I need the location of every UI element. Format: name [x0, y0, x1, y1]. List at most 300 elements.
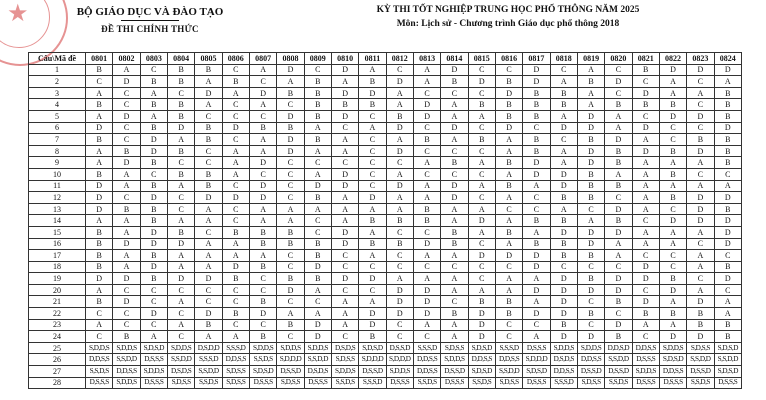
answer-cell: C	[714, 168, 741, 180]
answer-cell: B	[714, 203, 741, 215]
answer-cell: S,D,S,S	[441, 342, 468, 354]
answer-cell: C	[632, 76, 659, 88]
answer-cell: D,S,S,S	[441, 377, 468, 389]
answer-cell: A	[386, 134, 413, 146]
answer-cell: B	[113, 203, 140, 215]
answer-cell: D	[577, 145, 604, 157]
answer-cell: B	[441, 238, 468, 250]
exam-code-header: 0804	[167, 53, 194, 65]
answer-cell: S,D,D,S	[632, 366, 659, 378]
answer-cell: B	[304, 76, 331, 88]
answer-cell: D	[359, 319, 386, 331]
answer-cell: C	[359, 284, 386, 296]
question-number-cell: 8	[29, 145, 86, 157]
answer-cell: A	[632, 203, 659, 215]
answer-cell: C	[86, 308, 113, 320]
question-number-cell: 6	[29, 122, 86, 134]
answer-cell: C	[222, 284, 249, 296]
answer-cell: A	[577, 64, 604, 76]
answer-cell: B	[659, 145, 686, 157]
table-row	[29, 366, 742, 378]
answer-cell: B	[413, 134, 440, 146]
exam-code-header: 0818	[550, 53, 577, 65]
answer-cell: A	[331, 319, 358, 331]
answer-cell: A	[140, 110, 167, 122]
answer-cell: B	[550, 99, 577, 111]
answer-cell: C	[359, 134, 386, 146]
exam-code-header: 0824	[714, 53, 741, 65]
answer-cell: B	[577, 308, 604, 320]
answer-cell: B	[605, 296, 632, 308]
answer-cell: C	[468, 64, 495, 76]
answer-cell: C	[304, 296, 331, 308]
answer-cell: C	[632, 110, 659, 122]
answer-cell: D	[195, 273, 222, 285]
answer-cell: A	[659, 87, 686, 99]
answer-cell: D,D,S,S	[550, 366, 577, 378]
answer-cell: D	[714, 215, 741, 227]
answer-cell: S,S,S,D	[222, 342, 249, 354]
answer-cell: A	[687, 250, 714, 262]
answer-cell: S,D,D,S	[167, 342, 194, 354]
answer-cell: S,S,D,D	[195, 366, 222, 378]
answer-cell: A	[441, 331, 468, 343]
answer-cell: A	[468, 226, 495, 238]
answer-cell: D	[714, 226, 741, 238]
answer-cell: C	[113, 284, 140, 296]
answer-cell: B	[304, 87, 331, 99]
answer-cell: D	[86, 273, 113, 285]
answer-cell: B	[167, 226, 194, 238]
answer-cell: D	[632, 273, 659, 285]
exam-code-header: 0817	[523, 53, 550, 65]
answer-cell: S,D,S,D	[140, 342, 167, 354]
answer-cell: C	[523, 319, 550, 331]
exam-type: ĐỀ THI CHÍNH THỨC	[101, 24, 199, 34]
answer-cell: D	[386, 145, 413, 157]
answer-cell: A	[687, 180, 714, 192]
question-number-cell: 12	[29, 192, 86, 204]
answer-cell: B	[687, 134, 714, 146]
answer-cell: C	[249, 273, 276, 285]
answer-cell: D	[222, 261, 249, 273]
answer-cell: B	[140, 76, 167, 88]
answer-cell: C	[167, 284, 194, 296]
answer-cell: S,D,D,S	[386, 366, 413, 378]
answer-cell: B	[167, 99, 194, 111]
answer-cell: D	[359, 273, 386, 285]
answer-cell: D	[441, 180, 468, 192]
answer-cell: A	[468, 180, 495, 192]
answer-cell: D	[277, 64, 304, 76]
answer-cell: D	[86, 192, 113, 204]
answer-cell: D	[386, 284, 413, 296]
answer-cell: A	[195, 215, 222, 227]
answer-cell: S,D,D,S	[86, 342, 113, 354]
answer-cell: D	[86, 122, 113, 134]
answer-cell: C	[523, 122, 550, 134]
answer-cell: A	[413, 157, 440, 169]
answer-cell: C	[277, 180, 304, 192]
answer-cell: B	[86, 296, 113, 308]
answer-cell: A	[277, 308, 304, 320]
question-number-cell: 21	[29, 296, 86, 308]
answer-cell: C	[495, 203, 522, 215]
answer-cell: A	[195, 250, 222, 262]
table-row	[29, 110, 742, 122]
answer-cell: B	[413, 215, 440, 227]
answer-cell: A	[304, 122, 331, 134]
answer-cell: D	[523, 76, 550, 88]
answer-cell: D	[605, 203, 632, 215]
answer-cell: A	[413, 250, 440, 262]
answer-cell: C	[523, 192, 550, 204]
answer-cell: A	[113, 250, 140, 262]
answer-cell: C	[222, 180, 249, 192]
answer-cell: B	[304, 250, 331, 262]
answer-cell: B	[222, 273, 249, 285]
answer-cell: S,D,S,D	[468, 366, 495, 378]
answer-cell: B	[523, 87, 550, 99]
answer-cell: A	[441, 134, 468, 146]
answer-cell: C	[632, 250, 659, 262]
answer-cell: D	[550, 273, 577, 285]
answer-cell: D	[523, 157, 550, 169]
answer-cell: A	[195, 238, 222, 250]
answer-cell: S,S,S,D	[359, 377, 386, 389]
exam-code-header: 0814	[441, 53, 468, 65]
answer-cell: C	[468, 145, 495, 157]
answer-cell: C	[687, 76, 714, 88]
answer-cell: C	[304, 157, 331, 169]
answer-cell: S,S,D,D	[304, 354, 331, 366]
answer-cell: B	[577, 168, 604, 180]
answer-cell: B	[550, 215, 577, 227]
exam-code-header: 0822	[659, 53, 686, 65]
answer-cell: C	[195, 157, 222, 169]
answer-cell: B	[140, 180, 167, 192]
answer-cell: B	[495, 157, 522, 169]
answer-cell: A	[113, 226, 140, 238]
answer-cell: B	[659, 192, 686, 204]
answer-cell: A	[249, 215, 276, 227]
answer-cell: D	[249, 157, 276, 169]
answer-cell: C	[386, 157, 413, 169]
table-header-row	[29, 53, 742, 65]
answer-cell: D	[386, 76, 413, 88]
answer-cell: D	[331, 226, 358, 238]
answer-cell: C	[413, 87, 440, 99]
answer-cell: D	[167, 273, 194, 285]
answer-cell: C	[523, 203, 550, 215]
answer-cell: C	[687, 273, 714, 285]
answer-cell: C	[605, 261, 632, 273]
answer-cell: B	[277, 273, 304, 285]
answer-cell: A	[550, 76, 577, 88]
answer-cell: D	[659, 331, 686, 343]
answer-cell: B	[523, 145, 550, 157]
answer-cell: A	[304, 145, 331, 157]
answer-cell: A	[605, 122, 632, 134]
answer-cell: B	[113, 331, 140, 343]
answer-cell: B	[140, 122, 167, 134]
answer-cell: D,S,S,D	[687, 366, 714, 378]
table-row	[29, 203, 742, 215]
question-number-cell: 7	[29, 134, 86, 146]
answer-cell: C	[605, 192, 632, 204]
table-row	[29, 157, 742, 169]
answer-cell: D	[140, 134, 167, 146]
answer-cell: D	[167, 122, 194, 134]
answer-cell: C	[222, 296, 249, 308]
table-row	[29, 87, 742, 99]
answer-cell: A	[495, 238, 522, 250]
answer-cell: A	[523, 296, 550, 308]
answer-cell: A	[86, 284, 113, 296]
answer-cell: A	[495, 134, 522, 146]
answer-cell: C	[86, 331, 113, 343]
exam-code-header: 0806	[222, 53, 249, 65]
table-row	[29, 273, 742, 285]
answer-cell: D	[577, 110, 604, 122]
answer-cell: D,S,D,S	[550, 354, 577, 366]
answer-cell: C	[113, 308, 140, 320]
answer-cell: A	[331, 296, 358, 308]
answer-cell: C	[140, 284, 167, 296]
answer-cell: B	[86, 250, 113, 262]
answer-cell: A	[659, 319, 686, 331]
answer-cell: B	[577, 180, 604, 192]
answer-cell: A	[714, 296, 741, 308]
answer-cell: D	[468, 319, 495, 331]
star-icon: ★	[7, 1, 29, 27]
answer-cell: B	[523, 215, 550, 227]
answer-cell: B	[577, 192, 604, 204]
answer-cell: D	[359, 192, 386, 204]
answer-cell: A	[249, 64, 276, 76]
answer-cell: D	[550, 180, 577, 192]
answer-cell: C	[140, 296, 167, 308]
answer-cell: B	[468, 296, 495, 308]
answer-cell: B	[359, 76, 386, 88]
answer-cell: B	[523, 238, 550, 250]
answer-cell: B	[577, 273, 604, 285]
answer-cell: B	[195, 134, 222, 146]
table-row	[29, 168, 742, 180]
answer-cell: A	[659, 76, 686, 88]
answer-cell: B	[714, 87, 741, 99]
document-header	[0, 0, 766, 52]
answer-cell: B	[605, 145, 632, 157]
answer-cell: B	[222, 226, 249, 238]
answer-key-table	[28, 52, 742, 389]
answer-cell: B	[687, 308, 714, 320]
answer-cell: A	[441, 250, 468, 262]
answer-cell: B	[195, 168, 222, 180]
answer-cell: C	[550, 261, 577, 273]
answer-cell: D	[413, 308, 440, 320]
question-number-cell: 4	[29, 99, 86, 111]
answer-cell: A	[140, 331, 167, 343]
answer-cell: C	[222, 319, 249, 331]
answer-cell: B	[249, 226, 276, 238]
answer-cell: D	[577, 331, 604, 343]
answer-cell: C	[331, 261, 358, 273]
answer-cell: D	[605, 76, 632, 88]
answer-cell: S,S,D,S	[413, 377, 440, 389]
answer-cell: A	[687, 87, 714, 99]
answer-cell: D	[195, 308, 222, 320]
answer-cell: C	[550, 64, 577, 76]
answer-cell: A	[659, 226, 686, 238]
answer-cell: D	[550, 226, 577, 238]
answer-cell: C	[86, 76, 113, 88]
answer-cell: S,S,S,D	[550, 377, 577, 389]
table-row	[29, 284, 742, 296]
answer-cell: A	[331, 308, 358, 320]
answer-cell: C	[687, 122, 714, 134]
answer-cell: B	[277, 238, 304, 250]
answer-cell: D,S,S,S	[386, 377, 413, 389]
answer-cell: D	[714, 273, 741, 285]
answer-cell: B	[523, 99, 550, 111]
answer-cell: A	[304, 168, 331, 180]
answer-cell: D,D,S,S	[413, 366, 440, 378]
answer-cell: D,D,S,S	[413, 354, 440, 366]
answer-cell: C	[359, 180, 386, 192]
answer-cell: C	[605, 87, 632, 99]
answer-cell: A	[86, 110, 113, 122]
table-row	[29, 145, 742, 157]
answer-cell: B	[195, 319, 222, 331]
answer-cell: A	[687, 284, 714, 296]
answer-cell: B	[632, 99, 659, 111]
answer-cell: B	[550, 192, 577, 204]
answer-cell: S,S,D,S	[687, 377, 714, 389]
question-number-cell: 25	[29, 342, 86, 354]
table-row	[29, 377, 742, 389]
answer-cell: A	[413, 273, 440, 285]
answer-cell: A	[249, 99, 276, 111]
answer-cell: D,D,S,S	[113, 366, 140, 378]
answer-cell: D	[605, 226, 632, 238]
answer-cell: B	[495, 296, 522, 308]
question-number-cell: 2	[29, 76, 86, 88]
answer-cell: D	[523, 250, 550, 262]
answer-cell: D	[523, 261, 550, 273]
answer-cell: C	[359, 168, 386, 180]
answer-cell: S,D,S,S	[277, 377, 304, 389]
answer-cell: S,D,S,S	[495, 377, 522, 389]
answer-cell: B	[249, 122, 276, 134]
answer-cell: S,S,D,S	[605, 377, 632, 389]
answer-cell: A	[386, 87, 413, 99]
answer-cell: S,D,S,S	[687, 342, 714, 354]
answer-cell: D	[714, 238, 741, 250]
answer-cell: C	[441, 145, 468, 157]
answer-cell: S,D,D,S	[249, 342, 276, 354]
answer-cell: S,D,S,S	[222, 366, 249, 378]
answer-cell: A	[632, 319, 659, 331]
answer-cell: A	[714, 308, 741, 320]
answer-cell: A	[523, 331, 550, 343]
answer-cell: B	[714, 157, 741, 169]
answer-cell: A	[687, 261, 714, 273]
answer-cell: C	[304, 226, 331, 238]
answer-cell: D,S,S,S	[523, 342, 550, 354]
answer-cell: D	[140, 226, 167, 238]
table-row	[29, 238, 742, 250]
table-row	[29, 215, 742, 227]
answer-cell: C	[277, 250, 304, 262]
answer-cell: B	[441, 308, 468, 320]
exam-code-header: 0811	[359, 53, 386, 65]
answer-cell: S,S,D,D	[167, 354, 194, 366]
question-number-cell: 16	[29, 238, 86, 250]
answer-cell: D	[523, 284, 550, 296]
answer-cell: C	[386, 261, 413, 273]
answer-cell: B	[249, 331, 276, 343]
answer-cell: C	[359, 110, 386, 122]
answer-cell: D	[113, 296, 140, 308]
answer-cell: C	[249, 284, 276, 296]
question-number-cell: 3	[29, 87, 86, 99]
exam-code-header: 0813	[413, 53, 440, 65]
answer-cell: D	[277, 134, 304, 146]
table-row	[29, 76, 742, 88]
answer-cell: C	[113, 134, 140, 146]
answer-cell: D,D,S,S	[577, 354, 604, 366]
answer-cell: A	[113, 168, 140, 180]
answer-cell: S,S,S,D	[413, 342, 440, 354]
answer-cell: B	[605, 180, 632, 192]
answer-cell: S,S,D,D	[714, 354, 741, 366]
answer-cell: C	[277, 157, 304, 169]
answer-cell: D	[113, 157, 140, 169]
answer-cell: A	[495, 215, 522, 227]
answer-cell: C	[413, 331, 440, 343]
answer-cell: S,D,D,S	[113, 377, 140, 389]
answer-cell: A	[441, 110, 468, 122]
answer-cell: C	[413, 261, 440, 273]
answer-cell: C	[441, 296, 468, 308]
exam-code-header: 0808	[277, 53, 304, 65]
answer-cell: B	[605, 331, 632, 343]
answer-cell: B	[277, 122, 304, 134]
answer-cell: D	[195, 192, 222, 204]
answer-cell: D	[550, 122, 577, 134]
answer-cell: A	[632, 226, 659, 238]
answer-cell: B	[523, 134, 550, 146]
answer-cell: A	[413, 180, 440, 192]
answer-cell: B	[86, 99, 113, 111]
answer-cell: A	[495, 273, 522, 285]
answer-cell: S,S,D,D	[605, 354, 632, 366]
answer-cell: B	[167, 168, 194, 180]
answer-cell: B	[714, 134, 741, 146]
answer-cell: B	[359, 99, 386, 111]
answer-cell: A	[632, 157, 659, 169]
answer-cell: A	[441, 215, 468, 227]
answer-cell: C	[659, 261, 686, 273]
answer-cell: B	[577, 76, 604, 88]
answer-cell: A	[413, 76, 440, 88]
exam-code-header: 0801	[86, 53, 113, 65]
answer-cell: C	[195, 110, 222, 122]
answer-cell: D	[687, 296, 714, 308]
answer-cell: A	[550, 157, 577, 169]
answer-cell: D,S,S,S	[632, 354, 659, 366]
